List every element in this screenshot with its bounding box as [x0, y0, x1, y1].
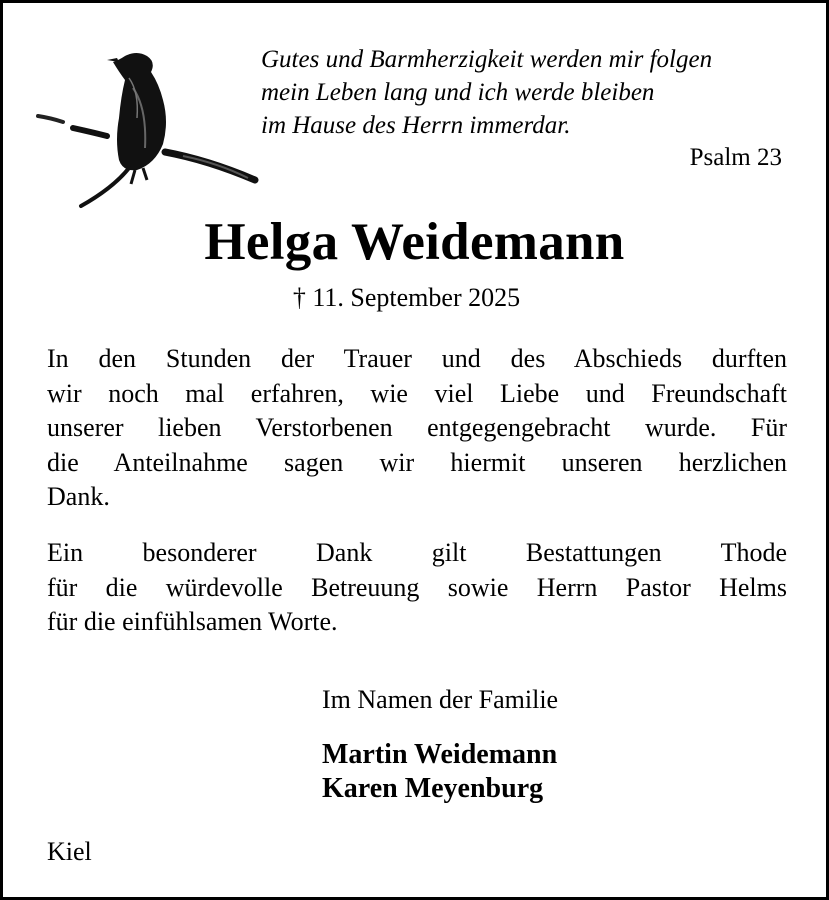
family-intro: Im Namen der Familie	[322, 685, 559, 714]
text-line: In den Stunden der Trauer und des Abschieds durften	[47, 344, 787, 373]
verse-line: mein Leben lang und ich werde bleiben	[261, 79, 655, 106]
bird-on-branch-icon	[33, 48, 263, 213]
text-line: für die einfühlsamen Worte.	[47, 607, 338, 636]
signer-names	[322, 738, 557, 806]
special-thanks-paragraph	[47, 536, 787, 640]
text-line: für die würdevolle Betreuung sowie Herrn Pastor Helms	[47, 572, 787, 602]
verse-line: Gutes und Barmherzigkeit werden mir folgen	[261, 46, 713, 73]
verse-source: Psalm 23	[689, 144, 782, 171]
deceased-name: Helga Weidemann	[204, 213, 625, 271]
place-name: Kiel	[47, 837, 92, 866]
text-line: unserer lieben Verstorbenen entgegengebracht wurde. Für	[47, 413, 787, 442]
signer-name: Martin Weidemann	[322, 739, 558, 770]
text-line: die Anteilnahme sagen wir hiermit unseren herzlichen	[47, 447, 787, 477]
death-date: † 11. September 2025	[292, 283, 521, 312]
thanks-paragraph	[47, 342, 787, 515]
text-line: wir noch mal erfahren, wie viel Liebe und Freundschaft	[47, 378, 787, 408]
text-line: Ein besonderer Dank gilt Bestattungen Thode	[47, 538, 787, 567]
text-line: Dank.	[47, 482, 110, 511]
verse-line: im Hause des Herrn immerdar.	[261, 112, 571, 139]
signer-name: Karen Meyenburg	[322, 773, 544, 804]
psalm-verse	[261, 43, 791, 142]
